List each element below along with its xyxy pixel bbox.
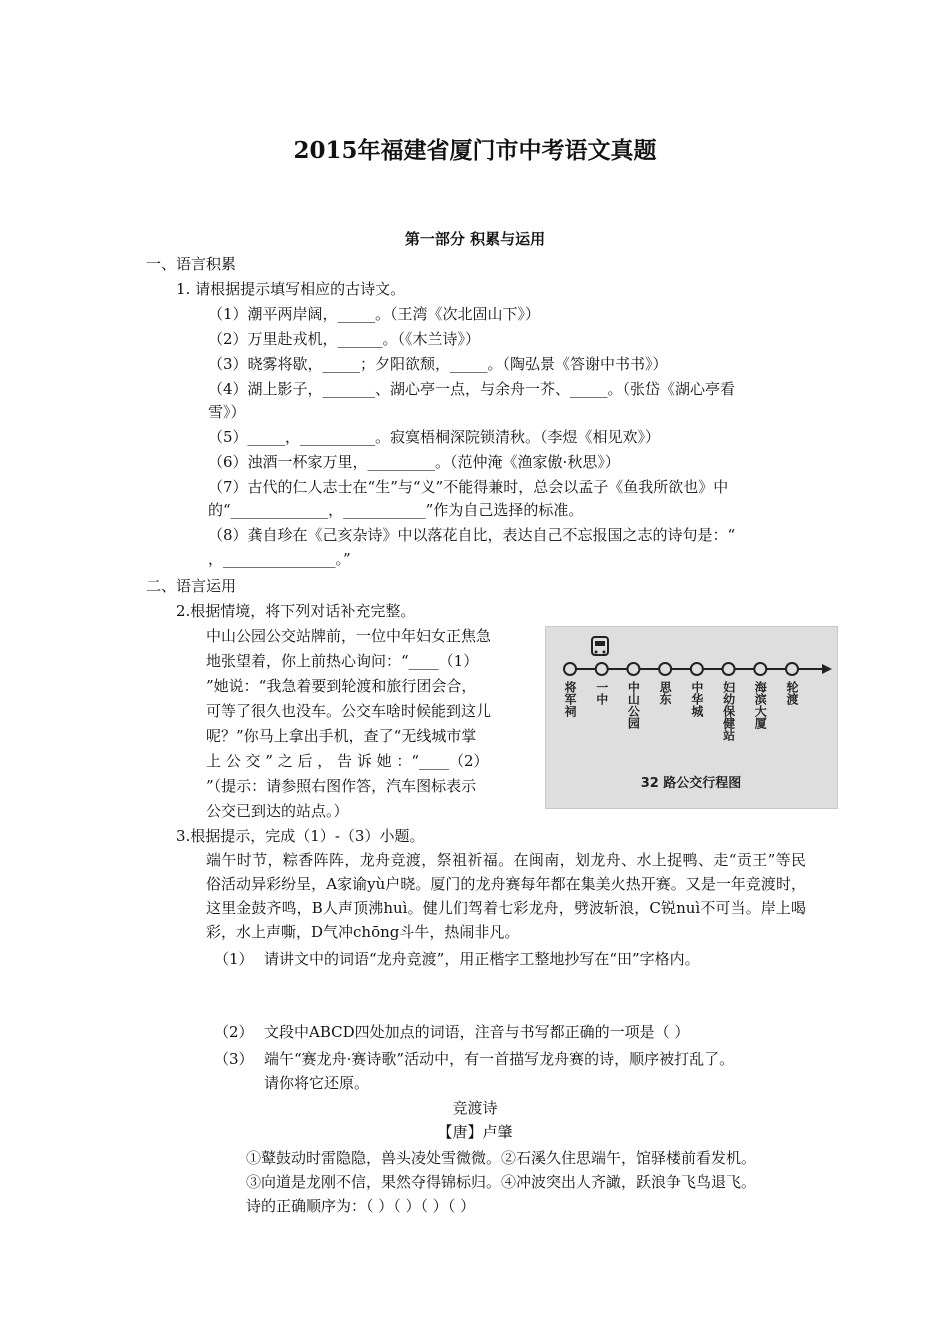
q1-item-7-cont: 的“_____________，___________”作为自己选择的标准。 [208, 501, 584, 519]
bus-stop-dot [659, 663, 671, 675]
bus-stop-dot [564, 663, 576, 675]
bus-stop-dot [723, 663, 735, 675]
q1-item-7: （7）古代的仁人志士在“生”与“义”不能得兼时，总会以孟子《鱼我所欲也》中 [208, 478, 729, 496]
q2-line-5: 呢？”你马上拿出手机，查了“无线城市掌 [206, 727, 477, 745]
q2-line-7: ”（提示：请参照右图作答，汽车图标表示 [206, 777, 477, 795]
bus-stop-dot [596, 663, 608, 675]
part-heading: 第一部分 积累与运用 [404, 230, 546, 248]
bus-stop-label: 中华城 [689, 681, 704, 717]
q3-sub3-text-cont: 请你将它还原。 [264, 1074, 370, 1092]
q3-sub3-text: 端午“赛龙舟·赛诗歌”活动中，有一首描写龙舟赛的诗，顺序被打乱了。 [264, 1050, 735, 1068]
q1-item-4-cont: 雪》） [208, 403, 246, 421]
q1-item-8-cont: ，_______________。” [208, 550, 351, 568]
bus-stop-dot [691, 663, 703, 675]
q3-sub3-number: （3） [214, 1050, 254, 1068]
bus-stop-dot [754, 663, 766, 675]
question-3-stem: 3.根据提示，完成（1）-（3）小题。 [176, 827, 425, 845]
poem-line-1: ①鼙鼓动时雷隐隐，兽头凌处雪微微。②石溪久住思端午，馆驿楼前看发机。 [246, 1149, 757, 1167]
q1-item-8: （8）龚自珍在《己亥杂诗》中以落花自比，表达自己不忘报国之志的诗句是：“ [208, 526, 736, 544]
section-heading-accumulation: 一、语言积累 [146, 255, 237, 273]
q1-item-6: （6）浊酒一杯家万里，_________。（范仲淹《渔家傲·秋思》） [208, 453, 620, 471]
q1-item-3: （3）晓雾将歇，_____；夕阳欲颓，_____。（陶弘景《答谢中书书》） [208, 355, 668, 373]
order-prompt: 诗的正确顺序为：（ ）（ ）（ ）（ ） [246, 1197, 476, 1215]
question-1-stem: 1. 请根据提示填写相应的古诗文。 [176, 280, 406, 298]
bus-stop-label: 妇幼保健站 [721, 681, 736, 741]
bus-stop-label: 一中 [594, 681, 609, 705]
q2-line-2: 地张望着，你上前热心询问：“____（1） [206, 652, 479, 670]
q1-item-2: （2）万里赴戎机，______。（《木兰诗》） [208, 330, 481, 348]
q1-item-4: （4）湖上影子，_______、湖心亭一点，与余舟一芥、_____。（张岱《湖心亭看 [208, 380, 736, 398]
figure-caption: 32 路公交行程图 [640, 776, 742, 791]
bus-route-figure [545, 626, 838, 809]
q2-line-1: 中山公园公交站牌前，一位中年妇女正焦急 [206, 627, 492, 645]
q2-line-3: ”她说：“我急着要到轮渡和旅行团会合， [206, 677, 477, 695]
q2-line-4: 可等了很久也没车。公交车啥时候能到这儿 [206, 702, 492, 720]
bus-icon [592, 637, 608, 655]
q3-sub1-text: 请讲文中的词语“龙舟竞渡”，用正楷字工整地抄写在“田”字格内。 [264, 950, 700, 968]
q2-line-6: 上 公 交 ” 之 后 ， 告 诉 她 ：“____（2） [206, 752, 489, 770]
poem-title: 竞渡诗 [452, 1099, 498, 1117]
route-arrow-icon [822, 664, 832, 674]
q3-passage: 端午时节，粽香阵阵，龙舟竞渡，祭祖祈福。在闽南，划龙舟、水上捉鸭、走“贡王”等民俗活动异彩纷呈，A家谕yù户晓。厦门的龙舟赛每年都在集美火热开赛。又是一年竞渡时，这里金鼓齐鸣，B人声顶沸huì。健儿们驾着七彩龙舟，劈波斩浪，C锐nuì不可当。岸上喝彩，水上声嘶，D气冲chōng斗牛，热闹非凡。 [206, 851, 806, 941]
bus-stop-label: 中山公园 [626, 681, 641, 729]
q1-item-1: （1）潮平两岸阔，_____。（王湾《次北固山下》） [208, 305, 541, 323]
bus-route-diagram [546, 627, 837, 808]
bus-stop-label: 轮渡 [785, 681, 799, 705]
bus-stop-dot [786, 663, 798, 675]
poem-line-2: ③向道是龙刚不信，果然夺得锦标归。④冲波突出人齐譀，跃浪争飞鸟退飞。 [246, 1173, 757, 1191]
question-2-stem: 2.根据情境，将下列对话补充完整。 [176, 602, 416, 620]
q2-line-8: 公交已到达的站点。） [206, 802, 349, 820]
bus-stop-label: 将军祠 [563, 681, 577, 717]
q3-sub2-text: 文段中ABCD四处加点的词语，注音与书写都正确的一项是（ ） [264, 1023, 690, 1041]
poem-author: 【唐】卢肇 [437, 1123, 513, 1141]
q3-sub2-number: （2） [214, 1023, 254, 1041]
q1-item-5: （5）_____，__________。寂寞梧桐深院锁清秋。（李煜《相见欢》） [208, 428, 661, 446]
q3-sub1-number: （1） [214, 950, 254, 968]
bus-stop-label: 思东 [658, 681, 673, 705]
bus-stop-label: 海滨大厦 [753, 681, 768, 729]
page-title: 2015年福建省厦门市中考语文真题 [293, 137, 657, 164]
section-heading-usage: 二、语言运用 [146, 577, 237, 595]
bus-stop-dot [627, 663, 639, 675]
